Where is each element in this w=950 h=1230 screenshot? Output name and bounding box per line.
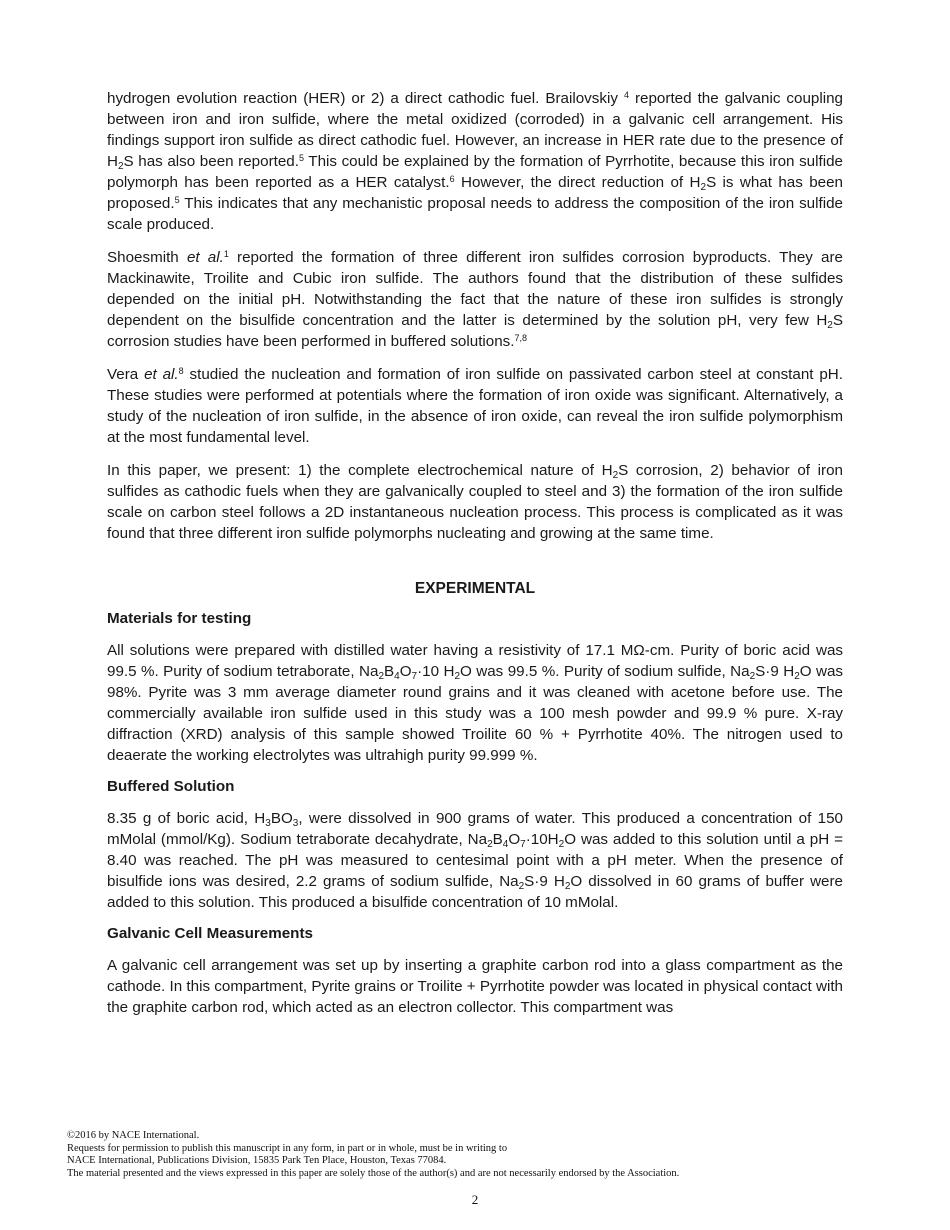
footer-copyright: ©2016 by NACE International. (67, 1130, 200, 1141)
subscript: 2 (827, 320, 833, 331)
subscript: 2 (794, 671, 800, 682)
subscript: 2 (378, 671, 384, 682)
page-number: 2 (471, 1192, 479, 1207)
subscript: 2 (558, 839, 565, 850)
subheading-buffered-solution: Buffered Solution (107, 778, 235, 795)
superscript: 7,8 (514, 333, 528, 343)
superscript: 6 (449, 174, 455, 184)
superscript: 4 (623, 90, 629, 100)
subscript: 3 (265, 818, 271, 829)
subscript: 7 (411, 671, 418, 682)
subscript: 7 (520, 839, 526, 850)
subscript: 2 (117, 161, 124, 172)
italic-text: et al. (186, 249, 224, 266)
subscript: 2 (518, 881, 525, 892)
subscript: 2 (749, 671, 756, 682)
subheading-galvanic-cell: Galvanic Cell Measurements (107, 925, 313, 942)
footer-disclaimer: The material presented and the views expressed in this paper are solely those of the author(s) and are not necessarily endorsed by the Association. (67, 1167, 680, 1179)
subscript: 4 (394, 671, 400, 682)
subscript: 2 (564, 881, 571, 892)
superscript: 5 (298, 153, 304, 163)
paragraph-intro-continued: hydrogen evolution reaction (HER) or 2) a direct cathodic fuel. Brailovskiy $^4$ reported the galvanic coupling between iron and iron sulfide, where the metal oxidized (corroded) in a galvanic cell arrangement. His findings support iron sulfide as direct cathodic fuel. However, an increase in HER rate due to the presence of $H_2S$ has also been reported.$^5$ This could be explained by the formation of Pyrrhotite, because this iron sulfide polymorph has been reported as a HER catalyst.$^6$ However, the direct reduction of $H_2S$ is what has been proposed.$^5$ This indicates that any mechanistic proposal needs to address the composition of the iron sulfide scale produced. (107, 90, 844, 233)
footer-address: NACE International, Publications Division, 15835 Park Ten Place, Houston, Texas 77084. (67, 1155, 447, 1166)
subheading-materials: Materials for testing (107, 610, 252, 627)
subscript: 2 (454, 671, 461, 682)
subscript: 2 (612, 470, 619, 481)
paragraph-materials: All solutions were prepared with distilled water having a resistivity of 17.1 MΩ-cm. Purity of boric acid was 99.5 %. Purity of sodium tetraborate, $Na_2B_4O_7\cdot 10$ $H_2O$ was 99.5 %. Purity of sodium sulfide, $Na_2S\cdot 9$ $H_2O$ was 98%. Pyrite was 3 mm average diameter round grains and it was cleaned with acetone before use. The commercially available iron sulfide used in this study was a 100 mesh powder and 99.9 % pure. X-ray diffraction (XRD) analysis of this sample showed Troilite 60 % + Pyrrhotite 40%. The nitrogen used to deaerate the working electrolytes was ultrahigh purity 99.999 %. (107, 642, 844, 764)
paragraph-shoesmith: Shoesmith et al.$^1$ reported the formation of three different iron sulfides corrosion byproducts. They are Mackinawite, Troilite and Cubic iron sulfide. The authors found that the distribution of these sulfides depended on the initial pH. Notwithstanding the fact that the nature of these iron sulfides is strongly dependent on the bisulfide concentration and the latter is determined by the solution pH, very few $H_2S$ corrosion studies have been performed in buffered solutions.$^{7,8}$ (107, 249, 843, 350)
paragraph-paper-scope: In this paper, we present: 1) the complete electrochemical nature of $H_2S$ corrosion, 2) behavior of iron sulfides as cathodic fuels when they are galvanically coupled to steel and 3) the formation of the iron sulfide scale on carbon steel follows a 2D instantaneous nucleation process. This process is complicated as it was found that three different iron sulfide polymorphs nucleating and growing at the same time. (107, 462, 844, 542)
superscript: 5 (174, 195, 180, 205)
subscript: 3 (292, 818, 299, 829)
subscript: 2 (487, 839, 493, 850)
footer-permissions: Requests for permission to publish this manuscript in any form, in part or in whole, must be in writing to (67, 1142, 508, 1154)
italic-text: et al. (144, 366, 179, 383)
section-title-experimental: EXPERIMENTAL (414, 580, 536, 597)
subscript: 2 (700, 182, 707, 193)
paragraph-galvanic-cell: A galvanic cell arrangement was set up by inserting a graphite carbon rod into a glass compartment as the cathode. In this compartment, Pyrite grains or Troilite + Pyrrhotite powder was located in physical contact with the graphite carbon rod, which acted as an electron collector. This compartment was (107, 957, 843, 1016)
copyright-footer (67, 1130, 887, 1180)
paragraph-buffered-solution: 8.35 g of boric acid, $H_3BO_3$, were dissolved in 900 grams of water. This produced a concentration of 150 mMolal (mmol/Kg). Sodium tetraborate decahydrate, $Na_2B_4O_7\cdot 10H_2O$ was added to this solution until a pH = 8.40 was reached. The pH was measured to centesimal point with a pH meter. When the presence of bisulfide ions was desired, 2.2 grams of sodium sulfide, $Na_2S\cdot 9$ $H_2O$ dissolved in 60 grams of buffer were added to this solution. This produced a bisulfide concentration of 10 mMolal. (107, 810, 843, 911)
page-body (107, 88, 843, 1030)
superscript: 1 (223, 249, 229, 259)
paragraph-vera: Vera et al.$^8$ studied the nucleation and formation of iron sulfide on passivated carbon steel at constant pH. These studies were performed at potentials where the formation of iron oxide was significant. Alternatively, a study of the nucleation of iron sulfide, in the absence of iron oxide, can reveal the iron sulfide polymorphism at the most fundamental level. (107, 366, 843, 446)
superscript: 8 (178, 366, 184, 376)
subscript: 4 (502, 839, 509, 850)
